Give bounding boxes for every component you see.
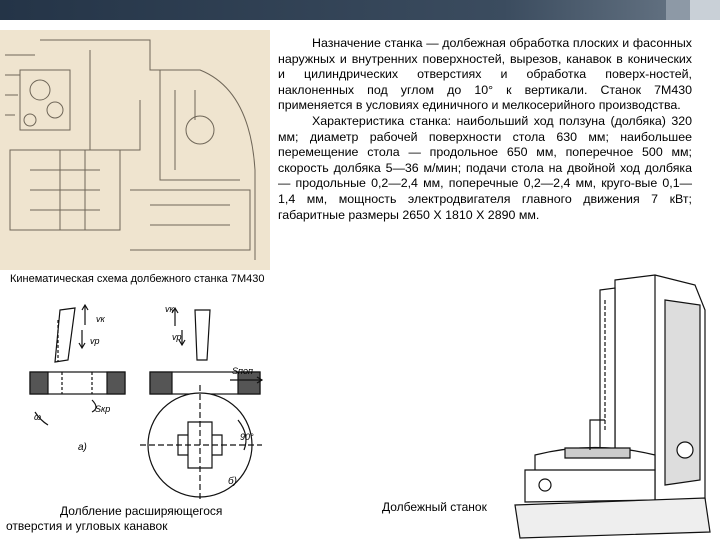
description-paragraph: Назначение станка — долбежная обработка плоских и фасонных наружных и внутренних поверхностей, вырезов, канавок в конических и цилиндрических отверстиях и обработка поверх-ностей, наклоненных под углом до 10° к вертикали. Станок 7М430 применяется в условиях единичного и мелкосерийного производства. — [278, 36, 692, 113]
kinematic-caption: Кинематическая схема долбежного станка 7М430 — [10, 273, 265, 285]
kinematic-schema-image — [0, 30, 270, 270]
slotting-figure — [0, 300, 270, 500]
slotting-machine-image — [505, 270, 720, 540]
label-vr: vр — [172, 332, 182, 342]
label-sdr: Sкр — [95, 404, 111, 414]
slotting-caption — [6, 504, 266, 534]
label-b: б) — [228, 476, 237, 487]
header-corner-accent — [690, 0, 720, 20]
label-angle: 90° — [240, 432, 254, 442]
kinematic-schema-drawing — [0, 30, 270, 270]
slotting-caption-line2: отверстия и угловых канавок — [6, 519, 168, 533]
header-bar — [0, 0, 720, 20]
label-vp: vр — [90, 336, 100, 346]
main-text — [278, 36, 692, 223]
label-a: а) — [78, 442, 87, 453]
label-spop: Sпоп — [232, 366, 253, 376]
label-vk-left: vк — [96, 314, 105, 324]
label-omega: ω — [34, 412, 42, 422]
slotting-caption-line1: Долбление расширяющегося — [60, 504, 223, 518]
label-vk-right: vк — [165, 304, 174, 314]
machine-caption: Долбежный станок — [382, 500, 487, 514]
characteristics-paragraph: Характеристика станка: наибольший ход ползуна (долбяка) 320 мм; диаметр рабочей поверхности стола 630 мм; наибольшее перемещение стола — продольное 650 мм, поперечное 500 мм; скорость долбяка 5—36 м/мин; подачи стола на двойной ход долбяка — продольные 0,2—2,4 мм, поперечные 0,2—2,4 мм, круго-вые 0,1—1,4 мм, мощность электродвигателя главного движения 7 кВт; габаритные размеры 2650 X 1810 X 2890 мм. — [278, 113, 692, 222]
